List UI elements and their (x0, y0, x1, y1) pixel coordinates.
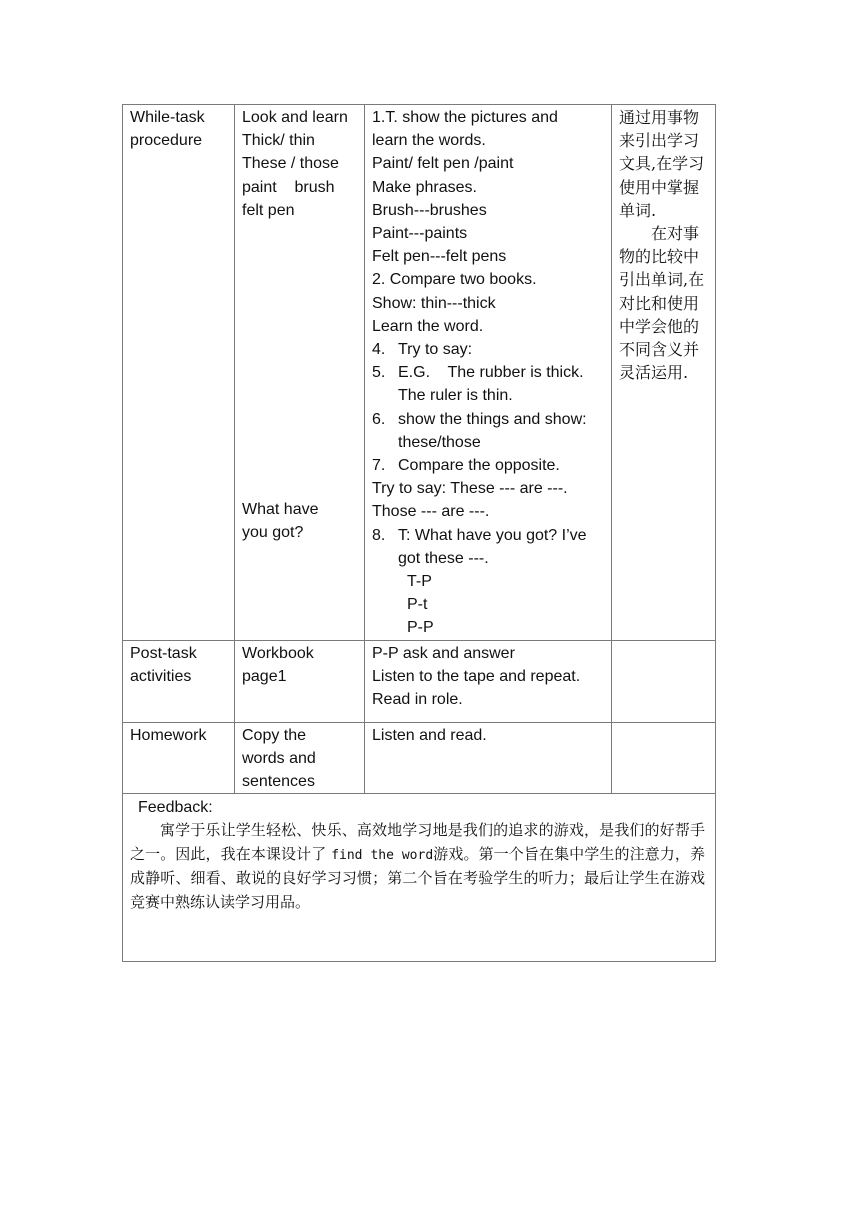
content-line: Look and learn (242, 109, 348, 126)
item-text: got these ---. (398, 549, 489, 567)
activity-line: P-P ask and answer (372, 644, 515, 662)
activity-line: Paint/ felt pen /paint (372, 155, 514, 173)
activity-line: Make phrases. (372, 178, 477, 196)
content-line: words and (242, 749, 316, 767)
table-row-homework (123, 722, 716, 794)
content-cell (235, 105, 365, 641)
purpose-cell (612, 640, 716, 722)
pair-mode: P-P (407, 619, 434, 637)
item-text: Compare the opposite. (398, 457, 560, 475)
activity-line: 1.T. show the pictures and (372, 109, 558, 126)
content-line: Copy the (242, 726, 307, 744)
stage-label: Post-task (130, 644, 197, 662)
content-line: paint brush (242, 178, 335, 196)
activity-line: Learn the word. (372, 317, 484, 335)
content-line: What have (242, 501, 319, 519)
spacer (242, 222, 358, 498)
item-text: T: What have you got? I’ve (398, 526, 587, 544)
item-number: 7. (372, 457, 386, 475)
activity-line: Read in role. (372, 691, 463, 709)
activity-line: learn the words. (372, 132, 486, 150)
activity-line: Brush---brushes (372, 201, 487, 219)
table-row-post-task (123, 640, 716, 722)
activity-line: Try to say: These --- are ---. (372, 480, 568, 498)
activity-line: Paint---paints (372, 225, 468, 243)
feedback-text-after: 游戏。第一个旨在集中学生的注意力，养成静听、细看、敢说的良好学习习惯；第二个旨在考验学生的听力；最后让学生在游戏竞赛中熟练认读学习用品。 (130, 844, 705, 911)
content-line: felt pen (242, 201, 295, 219)
numbered-item (372, 361, 605, 407)
stage-label: Homework (130, 726, 207, 744)
activity-line: 2. Compare two books. (372, 271, 537, 289)
lesson-plan-table (122, 104, 716, 962)
pair-mode: T-P (407, 573, 432, 591)
purpose-cell (612, 105, 716, 641)
item-number: 5. (372, 364, 386, 382)
feedback-cell (123, 794, 716, 962)
stage-cell (123, 105, 235, 641)
content-line: These / those (242, 155, 339, 173)
activity-line: Listen and read. (372, 726, 487, 744)
game-name: find the word (331, 847, 434, 863)
feedback-text (130, 819, 705, 914)
content-line: Workbook (242, 644, 314, 662)
content-line: sentences (242, 773, 315, 791)
stage-cell (123, 722, 235, 794)
content-line: you got? (242, 524, 304, 542)
stage-label: activities (130, 667, 192, 685)
numbered-item (372, 454, 605, 477)
activity-line: Listen to the tape and repeat. (372, 667, 581, 685)
stage-cell (123, 640, 235, 722)
activities-cell (365, 640, 612, 722)
item-number: 4. (372, 341, 386, 359)
numbered-item (372, 338, 605, 361)
feedback-text-before: 寓学于乐让学生轻松、快乐、高效地学习地是我们的追求的游戏，是我们的好帮手之一。因此，我在本课设计了 (130, 821, 705, 863)
item-number: 8. (372, 526, 386, 544)
item-text: Try to say: (398, 341, 473, 359)
purpose-text: 通过用事物来引出学习文具,在学习使用中掌握单词. (619, 108, 705, 220)
item-number: 6. (372, 410, 386, 428)
activity-line: Felt pen---felt pens (372, 248, 507, 266)
table-row-feedback (123, 794, 716, 962)
item-text: these/those (398, 433, 481, 451)
activity-line: Show: thin---thick (372, 294, 496, 312)
content-line: Thick/ thin (242, 132, 315, 150)
pair-mode: P-t (407, 596, 428, 614)
stage-label: While-task (130, 109, 205, 126)
numbered-item (372, 408, 605, 454)
content-cell (235, 722, 365, 794)
stage-label: procedure (130, 132, 203, 150)
item-text: The ruler is thin. (398, 387, 513, 405)
item-text: show the things and show: (398, 410, 587, 428)
feedback-label: Feedback: (138, 799, 213, 817)
table-row-while-task (123, 105, 716, 641)
activities-cell (365, 722, 612, 794)
numbered-item (372, 524, 605, 570)
activity-line: Those --- are ---. (372, 503, 490, 521)
purpose-text: 在对事物的比较中引出单词,在对比和使用中学会他的不同含义并灵活运用. (619, 224, 705, 383)
content-cell (235, 640, 365, 722)
purpose-cell (612, 722, 716, 794)
activities-cell (365, 105, 612, 641)
item-text: E.G. The rubber is thick. (398, 364, 584, 382)
content-line: page1 (242, 667, 287, 685)
